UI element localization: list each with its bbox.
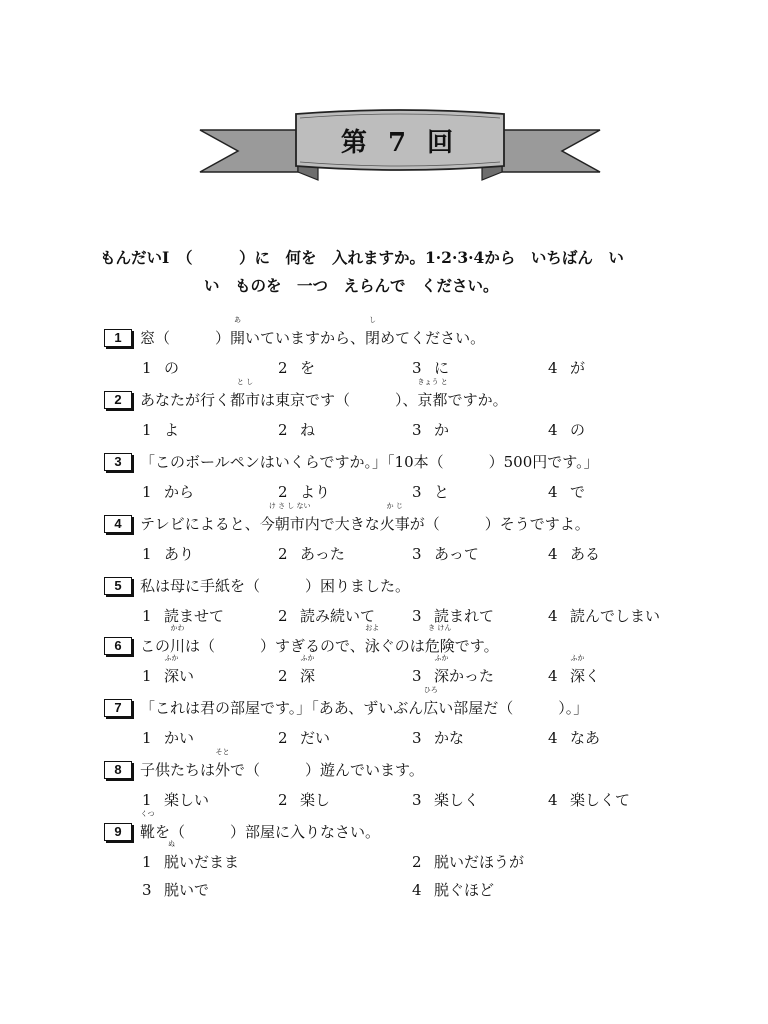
text-segment: かった: [449, 667, 495, 685]
text-segment: を: [300, 359, 316, 377]
kanji-base: 危険: [424, 637, 455, 655]
kanji-base: 外: [215, 761, 231, 779]
text-segment: 子供たちは: [140, 761, 216, 779]
question-number-box: 2: [104, 391, 132, 409]
text-segment: いていますから、: [245, 329, 366, 347]
text-segment: から: [164, 483, 195, 501]
option-number: 3: [412, 421, 422, 439]
answer-options: [104, 726, 704, 750]
furigana-word: [230, 378, 261, 412]
text-segment: は東京です（ ）、: [260, 391, 418, 409]
text-segment: この: [140, 637, 171, 655]
question-text: [140, 686, 589, 720]
option-number: 2: [278, 607, 288, 625]
furigana-reading: ふか: [570, 654, 585, 662]
text-segment: の: [570, 421, 586, 439]
answer-options: [104, 788, 704, 812]
answer-options: [104, 654, 704, 688]
question-1: [104, 316, 704, 380]
answer-options: [104, 356, 704, 380]
text-segment: 「これは君の部屋です。」「ああ、ずいぶん: [140, 699, 424, 717]
furigana-reading: ふか: [434, 654, 449, 662]
question-stem: [104, 574, 704, 598]
answer-option[interactable]: [142, 726, 194, 750]
furigana-reading: と し: [236, 378, 254, 386]
text-segment: で（ ）遊んでいます。: [230, 761, 424, 779]
question-5: [104, 574, 704, 628]
option-number: 1: [142, 853, 152, 871]
option-number: 3: [412, 359, 422, 377]
kanji-base: 泳: [364, 637, 380, 655]
option-number: 4: [412, 881, 422, 899]
answer-option[interactable]: [548, 480, 585, 504]
option-number: 2: [278, 483, 288, 501]
question-stem: [104, 810, 704, 844]
option-number: 3: [412, 791, 422, 809]
text-segment: だい: [300, 729, 331, 747]
furigana-word: [140, 810, 156, 844]
option-number: 2: [412, 853, 422, 871]
text-segment: あなたが行く: [140, 391, 231, 409]
option-number: 4: [548, 729, 558, 747]
option-number: 1: [142, 421, 152, 439]
answer-option[interactable]: [548, 726, 600, 750]
furigana-reading: か じ: [386, 502, 403, 510]
furigana-word: [417, 378, 448, 412]
text-segment: 楽しい: [164, 791, 210, 809]
furigana-reading: かわ: [170, 624, 185, 632]
text-segment: と: [434, 483, 450, 501]
instruction-line-2: い ものを 一つ えらんで ください。: [204, 276, 499, 295]
text-segment: 楽し: [300, 791, 331, 809]
option-number: 3: [412, 545, 422, 563]
question-9: [104, 810, 704, 902]
answer-option[interactable]: [278, 726, 330, 750]
furigana-word: [365, 316, 381, 350]
question-text: [140, 502, 590, 536]
answer-option[interactable]: [278, 356, 315, 380]
furigana-reading: き けん: [428, 624, 452, 632]
text-segment: なあ: [570, 729, 601, 747]
answer-option[interactable]: [278, 788, 330, 812]
answer-option[interactable]: [548, 542, 600, 566]
option-number: 4: [548, 359, 558, 377]
kanji-base: 深: [570, 667, 586, 685]
text-segment: 読ませて: [164, 607, 225, 625]
question-text: [140, 316, 486, 350]
instruction-line-1: もんだいⅠ （ ）に 何を 入れますか。1·2·3·4から いちばん い: [100, 248, 624, 267]
question-number-box: 1: [104, 329, 132, 347]
text-segment: が（ ）そうですよ。: [409, 515, 590, 533]
answer-options: [104, 878, 704, 902]
answer-option[interactable]: [142, 788, 209, 812]
text-segment: 読まれて: [434, 607, 495, 625]
kanji-base: 今朝市内: [259, 515, 320, 533]
answer-option[interactable]: [278, 480, 330, 504]
text-segment: は（ ）すぎるので、: [185, 637, 365, 655]
question-stem: [104, 316, 704, 350]
text-segment: あって: [434, 545, 479, 563]
kanji-base: 開: [230, 329, 246, 347]
question-number-box: 6: [104, 637, 132, 655]
furigana-word: [364, 624, 380, 658]
text-segment: 私は母に手紙を（ ）困りました。: [140, 577, 411, 595]
answer-option[interactable]: [142, 418, 179, 442]
option-number: 1: [142, 607, 152, 625]
option-number: 4: [548, 791, 558, 809]
text-segment: 楽しくて: [570, 791, 631, 809]
answer-option[interactable]: [412, 418, 449, 442]
option-number: 1: [142, 545, 152, 563]
instruction: [100, 244, 700, 300]
option-number: 1: [142, 791, 152, 809]
furigana-word: [570, 654, 586, 688]
answer-option[interactable]: [412, 788, 479, 812]
option-number: 1: [142, 729, 152, 747]
answer-option[interactable]: [142, 356, 179, 380]
furigana-word: [164, 654, 180, 688]
option-number: 3: [412, 483, 422, 501]
option-number: 3: [412, 729, 422, 747]
furigana-reading: きょう と: [417, 378, 448, 386]
text-segment: く: [585, 667, 601, 685]
option-number: 3: [412, 667, 422, 685]
answer-option[interactable]: [548, 788, 630, 812]
answer-option[interactable]: [412, 480, 449, 504]
kanji-base: 閉: [365, 329, 381, 347]
text-segment: あり: [164, 545, 195, 563]
answer-options: [104, 604, 704, 628]
question-stem: [104, 378, 704, 412]
kanji-base: 火事: [379, 515, 410, 533]
kanji-base: 深: [164, 667, 180, 685]
question-stem: [104, 748, 704, 782]
question-8: [104, 748, 704, 812]
kanji-base: 広: [423, 699, 439, 717]
title-banner: [180, 100, 620, 196]
text-segment: 脱いで: [164, 881, 210, 899]
answer-option[interactable]: [548, 418, 585, 442]
text-segment: めてください。: [380, 329, 486, 347]
text-segment: で: [570, 483, 586, 501]
option-number: 2: [278, 421, 288, 439]
option-number: 4: [548, 667, 558, 685]
text-segment: かな: [434, 729, 465, 747]
answer-options: [104, 840, 704, 874]
option-number: 3: [142, 881, 152, 899]
question-text: [140, 450, 599, 474]
question-2: [104, 378, 704, 442]
kanji-base: 深: [300, 667, 316, 685]
kanji-base: 川: [170, 637, 186, 655]
text-segment: いだまま: [179, 853, 240, 871]
answer-option[interactable]: [278, 418, 315, 442]
furigana-word: [300, 654, 316, 688]
answer-option[interactable]: [142, 840, 240, 874]
option-number: 4: [548, 545, 558, 563]
furigana-word: [379, 502, 410, 536]
option-number: 1: [142, 483, 152, 501]
kanji-base: 都市: [230, 391, 261, 409]
option-number: 2: [278, 667, 288, 685]
question-4: [104, 502, 704, 566]
option-number: 4: [548, 607, 558, 625]
option-number: 4: [548, 483, 558, 501]
question-number-box: 5: [104, 577, 132, 595]
furigana-word: [164, 840, 180, 874]
question-6: [104, 624, 704, 688]
question-stem: [104, 624, 704, 658]
option-number: 2: [278, 359, 288, 377]
text-segment: かい: [164, 729, 195, 747]
text-segment: あった: [300, 545, 345, 563]
furigana-reading: あ: [234, 316, 242, 324]
text-segment: 脱いだほうが: [434, 853, 525, 871]
question-number-box: 9: [104, 823, 132, 841]
option-number: 1: [142, 667, 152, 685]
text-segment: 楽しく: [434, 791, 480, 809]
answer-option[interactable]: [142, 878, 209, 902]
question-text: [140, 574, 410, 598]
option-number: 2: [278, 729, 288, 747]
text-segment: で大きな: [319, 515, 380, 533]
answer-option[interactable]: [412, 726, 464, 750]
furigana-reading: ひろ: [423, 686, 438, 694]
text-segment: を（ ）部屋に入りなさい。: [155, 823, 381, 841]
text-segment: ある: [570, 545, 601, 563]
furigana-reading: くつ: [140, 810, 155, 818]
furigana-reading: ふか: [164, 654, 179, 662]
text-segment: ですか。: [447, 391, 508, 409]
option-number: 3: [412, 607, 422, 625]
furigana-reading: ぬ: [168, 840, 175, 848]
answer-option[interactable]: [412, 542, 479, 566]
text-segment: より: [300, 483, 331, 501]
text-segment: か: [434, 421, 450, 439]
answer-option[interactable]: [548, 604, 660, 628]
text-segment: 読み続いて: [300, 607, 376, 625]
page-title: 第 7 回: [340, 128, 460, 158]
text-segment: い部屋だ（ ）。」: [438, 699, 589, 717]
answer-options: [104, 480, 704, 504]
furigana-word: [434, 654, 450, 688]
answer-options: [104, 418, 704, 442]
option-number: 1: [142, 359, 152, 377]
furigana-reading: およ: [365, 624, 380, 632]
text-segment: い: [179, 667, 195, 685]
question-stem: [104, 450, 704, 474]
answer-option[interactable]: [142, 542, 194, 566]
kanji-base: 靴: [140, 823, 156, 841]
text-segment: です。: [454, 637, 499, 655]
answer-options: [104, 542, 704, 566]
text-segment: ぐのは: [379, 637, 425, 655]
furigana-reading: し: [369, 316, 377, 324]
answer-option[interactable]: [412, 850, 524, 874]
answer-option[interactable]: [548, 654, 601, 688]
question-text: [140, 748, 424, 782]
question-number-box: 8: [104, 761, 132, 779]
text-segment: に: [434, 359, 450, 377]
answer-option[interactable]: [548, 356, 585, 380]
text-segment: 窓（ ）: [140, 329, 231, 347]
furigana-word: [215, 748, 231, 782]
option-number: 4: [548, 421, 558, 439]
furigana-word: [230, 316, 246, 350]
kanji-base: 脱: [164, 853, 180, 871]
answer-option[interactable]: [412, 654, 495, 688]
answer-option[interactable]: [142, 480, 194, 504]
text-segment: よ: [164, 421, 180, 439]
furigana-word: [423, 686, 439, 720]
answer-option[interactable]: [278, 542, 345, 566]
answer-option[interactable]: [142, 654, 195, 688]
question-number-box: 3: [104, 453, 132, 471]
text-segment: テレビによると、: [140, 515, 260, 533]
answer-option[interactable]: [412, 878, 494, 902]
text-segment: ね: [300, 421, 316, 439]
text-segment: が: [570, 359, 586, 377]
option-number: 2: [278, 545, 288, 563]
furigana-reading: ふか: [300, 654, 315, 662]
furigana-word: [259, 502, 320, 536]
answer-option[interactable]: [412, 356, 449, 380]
text-segment: 読んでしまい: [570, 607, 661, 625]
question-number-box: 7: [104, 699, 132, 717]
kanji-base: 京都: [417, 391, 448, 409]
text-segment: 脱ぐほど: [434, 881, 495, 899]
question-stem: [104, 686, 704, 720]
question-7: [104, 686, 704, 750]
furigana-reading: け さ し ない: [268, 502, 311, 510]
kanji-base: 深: [434, 667, 450, 685]
text-segment: 「このボールペンはいくらですか。」「10本（ ）500円です。」: [140, 453, 599, 471]
text-segment: の: [164, 359, 180, 377]
question-text: [140, 378, 508, 412]
answer-option[interactable]: [278, 654, 316, 688]
question-3: [104, 450, 704, 504]
option-number: 2: [278, 791, 288, 809]
furigana-reading: そと: [215, 748, 230, 756]
question-number-box: 4: [104, 515, 132, 533]
question-stem: [104, 502, 704, 536]
answer-option[interactable]: [278, 604, 375, 628]
